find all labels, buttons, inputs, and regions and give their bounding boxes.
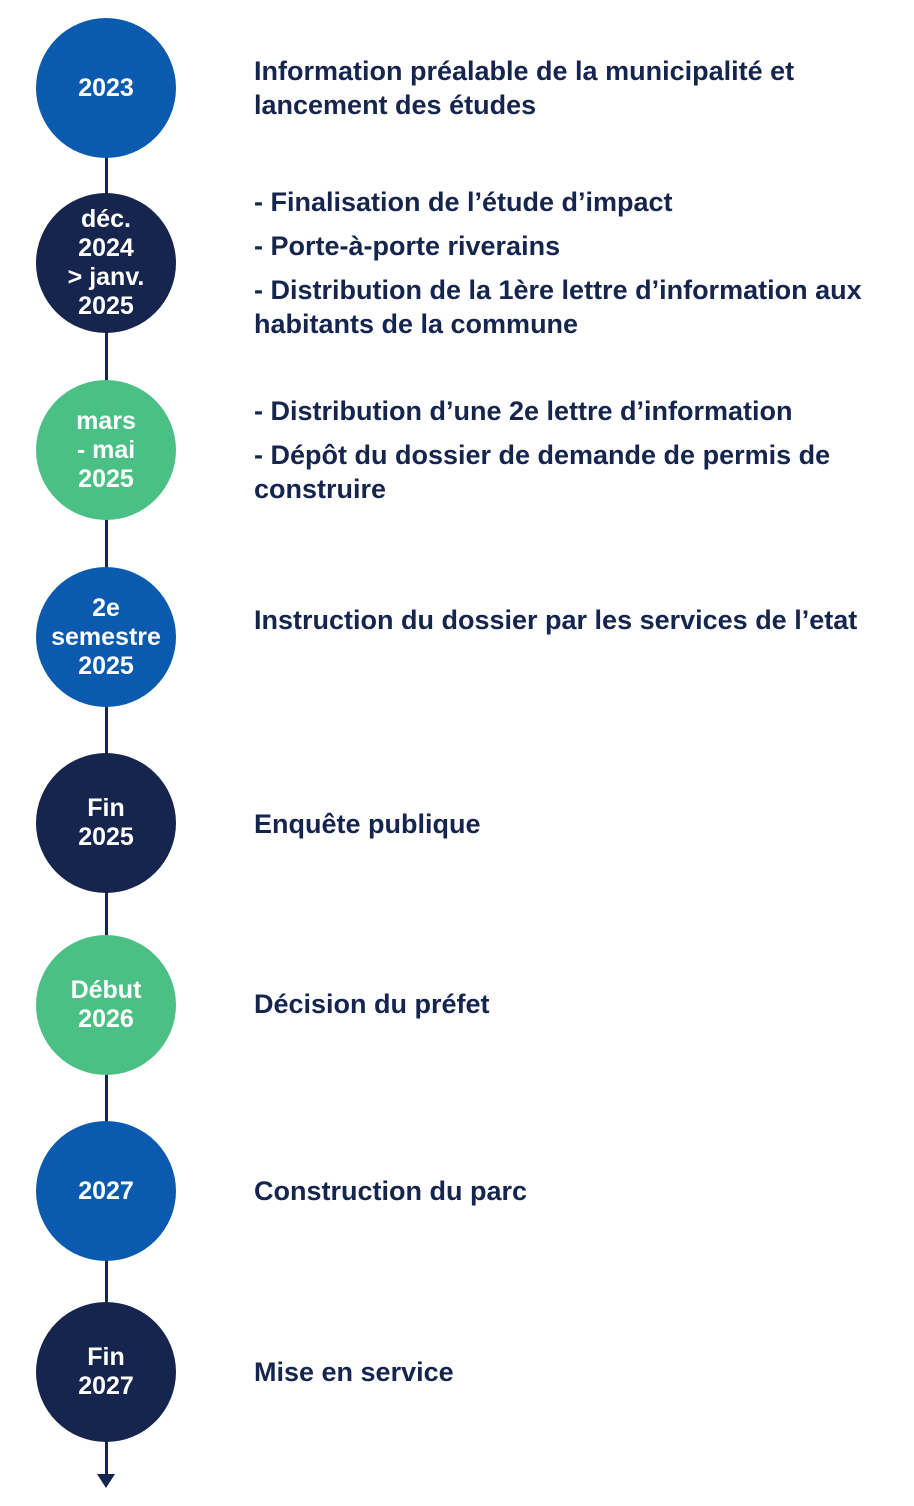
milestone-description [254, 394, 874, 506]
milestone-description-line: Information préalable de la municipalité et lancement des études [254, 56, 795, 120]
milestone-description-line: - Distribution d’une 2e lettre d’information [254, 396, 793, 426]
milestone-date-badge: Début 2026 [36, 935, 176, 1075]
milestone-date-badge: 2023 [36, 18, 176, 158]
milestone-description [254, 54, 874, 122]
milestone-description-line: Mise en service [254, 1357, 454, 1387]
milestone-date-badge: Fin 2025 [36, 753, 176, 893]
milestone-description-line: Enquête publique [254, 809, 481, 839]
milestone-description [254, 987, 874, 1021]
milestone-description [254, 807, 874, 841]
milestone-date-badge: 2027 [36, 1121, 176, 1261]
milestone-description-line: Décision du préfet [254, 989, 490, 1019]
milestone-description-line: Instruction du dossier par les services de l’etat [254, 605, 858, 635]
milestone-date-badge: 2e semestre 2025 [36, 567, 176, 707]
milestone-date-badge: mars - mai 2025 [36, 380, 176, 520]
milestone-date-badge: Fin 2027 [36, 1302, 176, 1442]
milestone-description [254, 603, 874, 637]
milestone-description [254, 185, 874, 341]
milestone-description [254, 1174, 874, 1208]
milestone-description-line: - Dépôt du dossier de demande de permis de construire [254, 440, 831, 504]
milestone-description-line: Construction du parc [254, 1176, 528, 1206]
arrow-down-icon [97, 1474, 115, 1488]
milestone-date-badge: déc. 2024 > janv. 2025 [36, 193, 176, 333]
milestone-description-line: - Finalisation de l’étude d’impact [254, 187, 673, 217]
milestone-description-line: - Distribution de la 1ère lettre d’information aux habitants de la commune [254, 275, 862, 339]
milestone-description [254, 1355, 874, 1389]
milestone-description-line: - Porte-à-porte riverains [254, 231, 561, 261]
